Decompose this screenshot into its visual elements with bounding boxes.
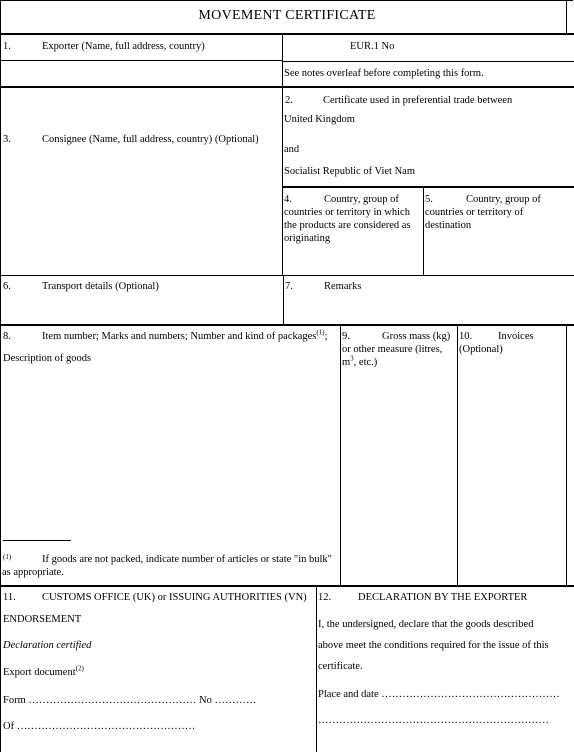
box7-number: 7. xyxy=(285,281,293,292)
box12-line3: certificate. xyxy=(318,661,363,672)
box12-number: 12. xyxy=(318,592,332,603)
box6-label: Transport details (Optional) xyxy=(42,281,159,292)
frame-right-title xyxy=(566,0,567,33)
box2-country2: Socialist Republic of Viet Nam xyxy=(284,166,415,177)
box11-line1: CUSTOMS OFFICE (UK) or ISSUING AUTHORITIES (VN) xyxy=(42,592,307,603)
box5-line3: destination xyxy=(425,220,472,231)
footnote-rule xyxy=(3,540,71,541)
box5-line1: Country, group of xyxy=(466,194,541,205)
box4-number: 4. xyxy=(284,194,292,205)
box12-label: DECLARATION BY THE EXPORTER xyxy=(358,592,528,603)
eur-number-label: EUR.1 No xyxy=(350,41,395,52)
box4-line1: Country, group of xyxy=(324,194,399,205)
box2-and: and xyxy=(284,144,300,155)
box8-footnote-mark: (1) xyxy=(3,553,12,561)
box8-footnote-text2: as appropriate. xyxy=(2,567,64,578)
box8-footnote-text1: If goods are not packed, indicate number of articles or state "in bulk" xyxy=(42,554,332,565)
box11-export-doc: Export document$^{(2)}$ xyxy=(3,664,84,678)
divider-v-mid xyxy=(282,33,283,276)
box2-label: Certificate used in preferential trade between xyxy=(323,95,513,106)
frame-left xyxy=(0,0,1,752)
box12-dots-line: ………………………………………………………… xyxy=(318,715,549,726)
box9-line2: or other measure (litres, xyxy=(342,344,443,355)
box10-number: 10. xyxy=(459,331,473,342)
box4-line3: the products are considered as xyxy=(284,220,411,231)
box10-line2: (Optional) xyxy=(459,344,503,355)
box12-line2: above meet the conditions required for the issue of this xyxy=(318,640,549,651)
box1-label: Exporter (Name, full address, country) xyxy=(42,41,205,52)
box3-label: Consignee (Name, full address, country) (Optional) xyxy=(42,134,259,145)
frame-right-goods xyxy=(566,324,567,586)
box7-label: Remarks xyxy=(324,281,362,292)
box2-number: 2. xyxy=(285,95,293,106)
box5-number: 5. xyxy=(425,194,433,205)
box6-number: 6. xyxy=(3,281,11,292)
box3-number: 3. xyxy=(3,134,11,145)
box9-10-divider xyxy=(457,324,458,586)
notes-bottom xyxy=(0,86,574,88)
box9-number: 9. xyxy=(342,331,350,342)
box9-line3: $m^3$, etc.) xyxy=(342,354,378,368)
box5-line2: countries or territory of xyxy=(425,207,524,218)
notes-text: See notes overleaf before completing this form. xyxy=(284,68,484,79)
box8-label2: Description of goods xyxy=(3,353,92,364)
box11-of-line: Of …………………………………………… xyxy=(3,721,196,732)
box9-line1: Gross mass (kg) xyxy=(382,331,451,342)
box11-12-divider xyxy=(316,585,317,752)
row-divider-endorsement xyxy=(0,585,574,587)
box8-label: Item number; Marks and numbers; Number and kind of packages$^{(1)}$; xyxy=(42,328,328,342)
box8-number: 8. xyxy=(3,331,11,342)
box12-place-date: Place and date …………………………………………… xyxy=(318,689,560,700)
eur-divider xyxy=(282,61,574,62)
box1-divider-left xyxy=(0,60,282,61)
box1-number: 1. xyxy=(3,41,11,52)
box4-5-divider xyxy=(423,186,424,276)
box4-line2: countries or territory in which xyxy=(284,207,410,218)
box6-7-divider xyxy=(283,275,284,325)
box11-form-line: Form ………………………………………… No ………… xyxy=(3,695,257,706)
row-divider-transport xyxy=(0,275,574,276)
box11-number: 11. xyxy=(3,592,16,603)
box4-line4: originating xyxy=(284,233,331,244)
page-title: MOVEMENT CERTIFICATE xyxy=(198,8,376,23)
box8-9-divider xyxy=(340,324,341,586)
frame-title-bottom xyxy=(0,33,574,35)
box11-declaration: Declaration certified xyxy=(3,640,92,651)
row-divider-goods xyxy=(0,324,574,326)
box10-line1: Invoices xyxy=(498,331,534,342)
frame-top xyxy=(0,0,573,1)
box11-line2: ENDORSEMENT xyxy=(3,614,82,625)
box12-line1: I, the undersigned, declare that the goods described xyxy=(318,619,534,630)
box2-bottom xyxy=(282,186,574,188)
box2-country1: United Kingdom xyxy=(284,114,355,125)
